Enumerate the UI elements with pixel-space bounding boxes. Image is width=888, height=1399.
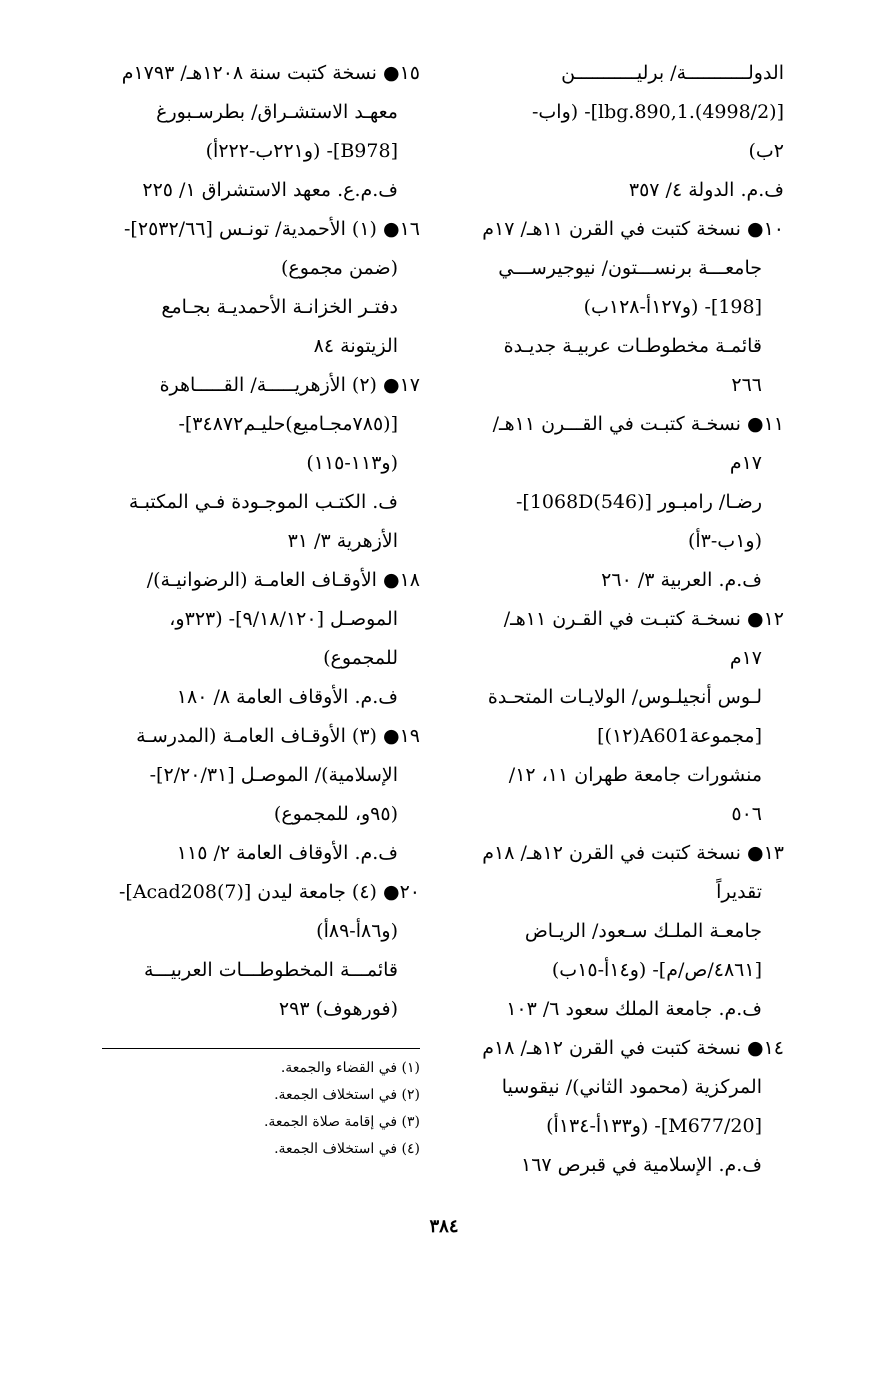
entry-line: ف. الكتـب الموجـودة فـي المكتبـة bbox=[128, 491, 398, 513]
entry-line: ٢٦٦ bbox=[731, 374, 762, 396]
entry-heading: ١٠● نسخة كتبت في القرن ١١هـ/ ١٧م bbox=[482, 218, 784, 240]
entry-heading: ١٨● الأوقـاف العامـة (الرضوانيـة)/ bbox=[146, 569, 420, 591]
entry-line: ف.م. جامعة الملك سعود ٦/ ١٠٣ bbox=[506, 998, 762, 1020]
right-column bbox=[468, 54, 784, 1185]
entry-line: جامعـة الملـك سـعود/ الريـاض bbox=[524, 920, 762, 942]
manuscript-entry-10 bbox=[468, 210, 784, 405]
entry-line: [٤٨٦١/ص/م]- (و١٤أ-١٥ب) bbox=[551, 959, 762, 981]
footnote: (٢) في استخلاف الجمعة. bbox=[274, 1087, 420, 1103]
entry-line: منشورات جامعة طهران ١١، ١٢/ bbox=[508, 764, 762, 786]
left-column bbox=[78, 54, 420, 1029]
footnotes bbox=[102, 1048, 420, 1163]
entry-heading: ١٥● نسخة كتبت سنة ١٢٠٨هـ/ ١٧٩٣م bbox=[121, 62, 420, 84]
manuscript-entry bbox=[468, 54, 784, 210]
entry-line: ف.م. الإسلامية في قبرص ١٦٧ bbox=[521, 1154, 762, 1176]
manuscript-entry-12 bbox=[468, 600, 784, 834]
entry-line: جامعـــة برنســـتون/ نيوجيرســـي bbox=[498, 257, 762, 279]
entry-line: (و١١٣-١١٥) bbox=[306, 452, 398, 474]
entry-heading: ١١● نسخـة كتبـت في القـــرن ١١هـ/ bbox=[492, 413, 784, 435]
page-number: ٣٨٤ bbox=[429, 1216, 459, 1237]
footnote: (١) في القضاء والجمعة. bbox=[280, 1060, 420, 1076]
entry-heading: ١٣● نسخة كتبت في القرن ١٢هـ/ ١٨م bbox=[482, 842, 784, 864]
manuscript-entry-13 bbox=[468, 834, 784, 1029]
entry-line: المركزية (محمود الثاني)/ نيقوسيا bbox=[501, 1076, 762, 1098]
entry-line: ١٧م bbox=[729, 452, 762, 474]
entry-line: الزيتونة ٨٤ bbox=[313, 335, 398, 357]
entry-line: رضـا/ رامبـور [1068D(546)]- bbox=[515, 491, 762, 513]
footnote: (٤) في استخلاف الجمعة. bbox=[274, 1141, 420, 1157]
entry-line: قائمـة مخطوطـات عربيـة جديـدة bbox=[503, 335, 762, 357]
entry-line: الدولـــــــــــة/ برليـــــــــــن bbox=[561, 62, 784, 84]
entry-line: [M677/20]- (و١٣٣أ-١٣٤أ) bbox=[546, 1115, 762, 1137]
entry-line: [lbg.890,1.(4998/2)]- (واب- bbox=[531, 101, 784, 123]
entry-line: قائمـــة المخطوطـــات العربيـــة bbox=[144, 959, 398, 981]
entry-line: ف.م.ع. معهد الاستشراق ١/ ٢٢٥ bbox=[142, 179, 398, 201]
entry-line: (و٨٦أ-٨٩أ) bbox=[316, 920, 398, 942]
entry-line: الموصـل [٩/١٨/١٢٠]- (٣٢٣و، bbox=[169, 608, 398, 630]
entry-line: (ضمن مجموع) bbox=[280, 257, 398, 279]
manuscript-entry-11 bbox=[468, 405, 784, 600]
entry-line: ٥٠٦ bbox=[731, 803, 762, 825]
entry-heading: ١٧● (٢) الأزهريـــــة/ القـــــاهرة bbox=[159, 374, 420, 396]
entry-line: [198]- (و١٢٧أ-١٢٨ب) bbox=[583, 296, 762, 318]
entry-line: لـوس أنجيلـوس/ الولايـات المتحـدة bbox=[487, 686, 762, 708]
manuscript-entry-15 bbox=[78, 54, 420, 210]
entry-heading: ١٤● نسخة كتبت في القرن ١٢هـ/ ١٨م bbox=[482, 1037, 784, 1059]
entry-line: للمجموع) bbox=[323, 647, 398, 669]
manuscript-entry-17 bbox=[78, 366, 420, 561]
manuscript-entry-14 bbox=[468, 1029, 784, 1185]
entry-line: ف.م. الدولة ٤/ ٣٥٧ bbox=[628, 179, 784, 201]
manuscript-entry-19 bbox=[78, 717, 420, 873]
entry-line: (٩٥و، للمجموع) bbox=[273, 803, 398, 825]
entry-line: [(٧٨٥مجـاميع)حليـم٣٤٨٧٢]- bbox=[178, 413, 398, 435]
entry-line: الإسلامية)/ الموصـل [٢/٢٠/٣١]- bbox=[149, 764, 398, 786]
entry-line: (و١ب-٣أ) bbox=[687, 530, 762, 552]
manuscript-entry-20 bbox=[78, 873, 420, 1029]
entry-heading: ١٢● نسخـة كتبـت في القـرن ١١هـ/ bbox=[503, 608, 784, 630]
entry-line: (فورهوف) ٢٩٣ bbox=[278, 998, 398, 1020]
entry-line: ١٧م bbox=[729, 647, 762, 669]
entry-heading: ١٦● (١) الأحمدية/ تونـس [٢٥٣٢/٦٦]- bbox=[124, 218, 420, 240]
entry-line: ف.م. الأوقاف العامة ٨/ ١٨٠ bbox=[176, 686, 398, 708]
footnote: (٣) في إقامة صلاة الجمعة. bbox=[263, 1114, 420, 1130]
entry-heading: ١٩● (٣) الأوقـاف العامـة (المدرسـة bbox=[136, 725, 420, 747]
entry-line: ف.م. العربية ٣/ ٢٦٠ bbox=[601, 569, 762, 591]
entry-line: تقديراً bbox=[716, 881, 762, 903]
entry-line: ٢ب) bbox=[748, 140, 784, 162]
manuscript-entry-18 bbox=[78, 561, 420, 717]
entry-line: [B978]- (و٢٢١ب-٢٢٢أ) bbox=[205, 140, 398, 162]
entry-heading: ٢٠● (٤) جامعة ليدن [Acad208(7)]- bbox=[118, 881, 420, 903]
entry-line: الأزهرية ٣/ ٣١ bbox=[287, 530, 398, 552]
entry-line: ف.م. الأوقاف العامة ٢/ ١١٥ bbox=[176, 842, 398, 864]
entry-line: دفتـر الخزانـة الأحمديـة بجـامع bbox=[161, 296, 398, 318]
manuscript-entry-16 bbox=[78, 210, 420, 366]
entry-line: [مجموعةA601(١٢)] bbox=[597, 725, 762, 747]
entry-line: معهـد الاستشـراق/ بطرسـبورغ bbox=[156, 101, 398, 123]
